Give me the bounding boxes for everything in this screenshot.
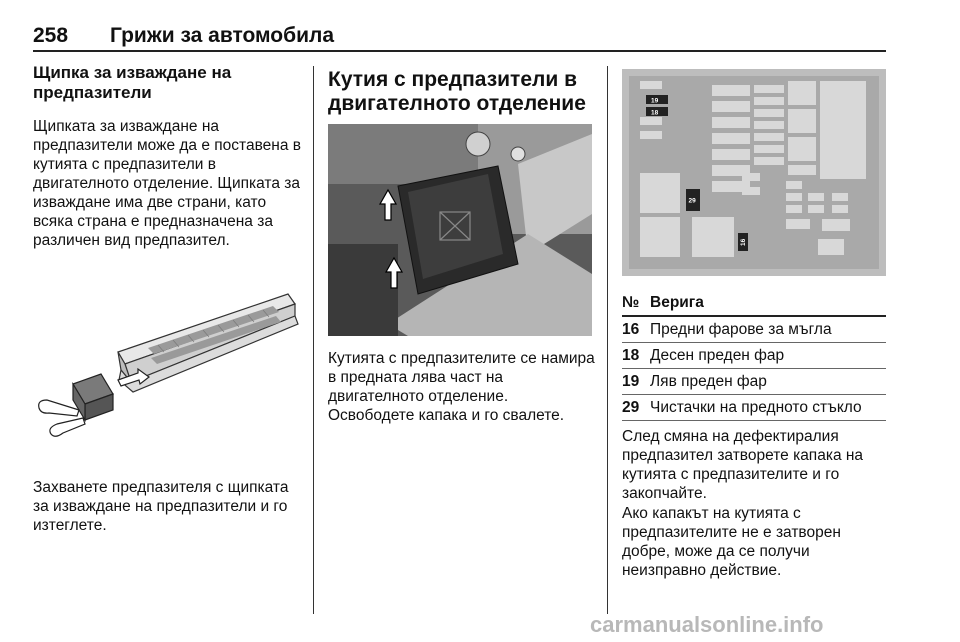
fuse-extractor-paragraph: Щипката за изваждане на предпазители може да е поставена в кутията с предпазители в двигателното отделение. Щипката за изваждане има две страни, като всяка страна е предназначена за различен вид предпазител.: [33, 118, 301, 249]
fuse-label-16: 16: [740, 238, 747, 246]
fuse-number: 16: [622, 316, 650, 343]
fuse-number: 29: [622, 395, 650, 421]
table-header-row: [622, 290, 886, 316]
malfunction-warning-text: Ако капакът на кутията с предпазителите не е затворен добре, може да се получи неизправно действие.: [622, 505, 841, 579]
column-divider: [607, 66, 608, 614]
table-row: [622, 343, 886, 369]
fuse-circuit: Десен преден фар: [650, 343, 886, 369]
fuse-circuit: Ляв преден фар: [650, 369, 886, 395]
fuse-extractor-heading: Щипка за изваждане на предпазители: [33, 63, 232, 102]
header-rule: [33, 50, 886, 52]
column-divider: [313, 66, 314, 614]
fuse-label-19: 19: [651, 97, 659, 105]
column-header-circuit: Верига: [650, 290, 886, 316]
fuse-layout-diagram: [622, 69, 886, 276]
table-row: [622, 369, 886, 395]
fuse-circuit: Предни фарове за мъгла: [650, 316, 886, 343]
engine-fusebox-heading: Кутия с предпазители в двигателното отделение: [328, 68, 586, 115]
fuse-table: [622, 290, 886, 421]
table-row: [622, 316, 886, 343]
engine-compartment-photo: [328, 124, 592, 336]
fuse-label-29: 29: [688, 197, 696, 205]
page-number: 258: [33, 24, 69, 47]
fuse-label-18: 18: [651, 109, 659, 117]
table-row: [622, 395, 886, 421]
close-cover-text: След смяна на дефектиралия предпазител затворете капака на кутията с предпазителите и го закопчайте.: [622, 428, 864, 502]
fuse-number: 18: [622, 343, 650, 369]
fusebox-location-text: Кутията с предпазителите се намира в предната лява част на двигателното отделение.: [328, 350, 595, 405]
column-header-number: №: [622, 290, 650, 316]
fuse-circuit: Чистачки на предното стъкло: [650, 395, 886, 421]
cover-removal-text: Освободете капака и го свалете.: [328, 407, 565, 424]
fuse-extractor-illustration: [33, 282, 303, 452]
fuse-extractor-caption: Захванете предпазителя с щипката за изваждане на предпазители и го изтеглете.: [33, 479, 289, 534]
fuse-number: 19: [622, 369, 650, 395]
chapter-title: Грижи за автомобила: [110, 24, 335, 47]
watermark: carmanualsonline.info: [590, 612, 824, 637]
